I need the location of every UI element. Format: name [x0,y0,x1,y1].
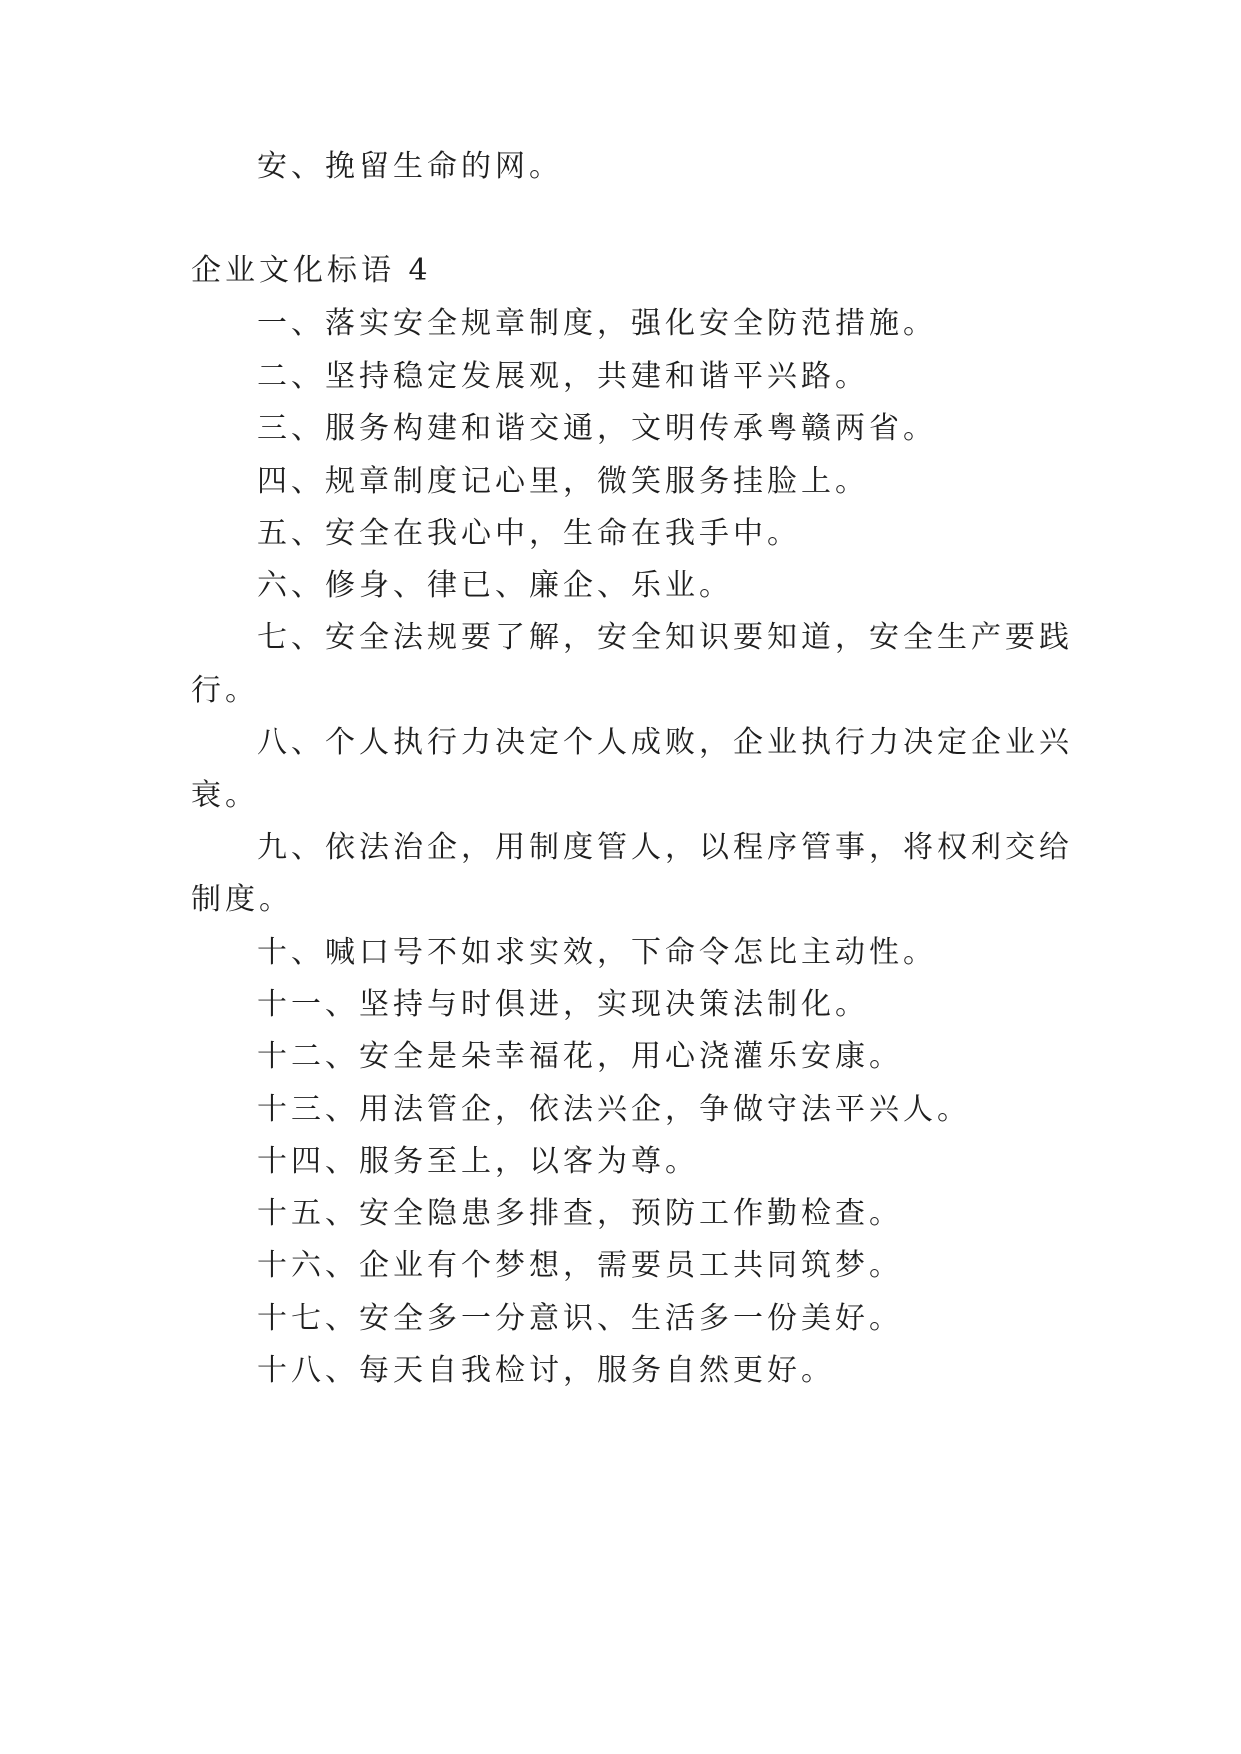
text-line: 二、坚持稳定发展观，共建和谐平兴路。 [257,359,869,394]
text-line: 制度。 [191,882,293,917]
text-line: 十四、服务至上，以客为尊。 [257,1144,699,1179]
text-line: 安、挽留生命的网。 [257,149,563,184]
text-line: 十一、坚持与时俱进，实现决策法制化。 [257,987,869,1022]
text-line: 八、个人执行力决定个人成败，企业执行力决定企业兴 [257,725,1073,760]
text-line: 六、修身、律已、廉企、乐业。 [257,568,733,603]
section-heading: 企业文化标语 4 [191,253,432,288]
text-line: 十三、用法管企，依法兴企，争做守法平兴人。 [257,1092,971,1127]
text-line: 十六、企业有个梦想，需要员工共同筑梦。 [257,1248,903,1283]
text-line: 十、喊口号不如求实效，下命令怎比主动性。 [257,935,937,970]
text-line: 十八、每天自我检讨，服务自然更好。 [257,1353,835,1388]
text-line: 衰。 [191,778,259,813]
text-line: 五、安全在我心中，生命在我手中。 [257,516,801,551]
text-line: 十二、安全是朵幸福花，用心浇灌乐安康。 [257,1039,903,1074]
text-line: 七、安全法规要了解，安全知识要知道，安全生产要践 [257,620,1073,655]
text-line: 十七、安全多一分意识、生活多一份美好。 [257,1301,903,1336]
text-line: 行。 [191,673,259,708]
text-line: 三、服务构建和谐交通，文明传承粤赣两省。 [257,411,937,446]
text-line: 四、规章制度记心里，微笑服务挂脸上。 [257,464,869,499]
text-line: 一、落实安全规章制度，强化安全防范措施。 [257,306,937,341]
text-line: 九、依法治企，用制度管人，以程序管事，将权利交给 [257,830,1073,865]
text-line: 十五、安全隐患多排查，预防工作勤检查。 [257,1196,903,1231]
